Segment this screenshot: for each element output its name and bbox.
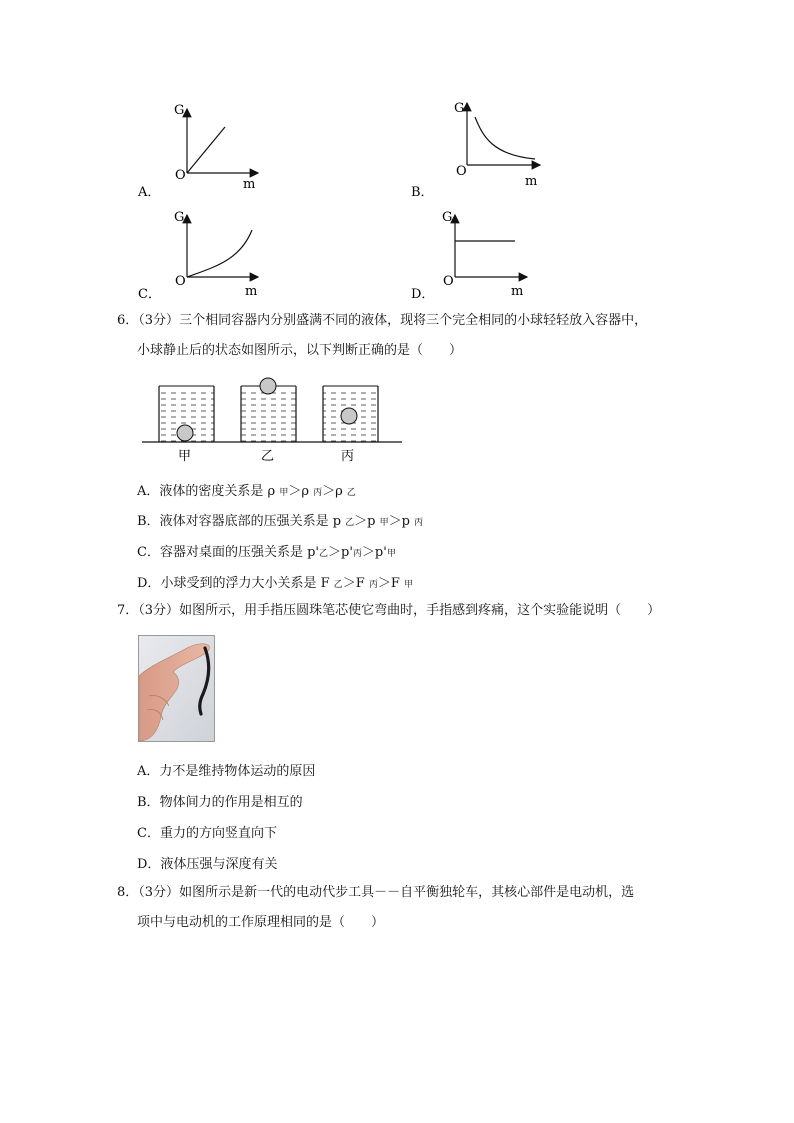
subscript: 甲 bbox=[279, 488, 289, 498]
x-axis-label: m bbox=[243, 177, 256, 192]
option-letter: C． bbox=[137, 545, 160, 560]
subscript: 乙 bbox=[345, 518, 355, 528]
option-letter: D． bbox=[137, 857, 161, 872]
option-text: 力不是维持物体运动的原因 bbox=[159, 764, 316, 779]
q6-option-c[interactable] bbox=[137, 541, 396, 560]
finger-pen-photo bbox=[139, 636, 214, 741]
y-axis-label: G bbox=[174, 103, 185, 118]
container-jia bbox=[159, 386, 214, 442]
q6-line1 bbox=[117, 306, 647, 336]
origin-label: O bbox=[175, 274, 186, 289]
q8-number: 8． bbox=[117, 885, 139, 900]
subscript: 丙 bbox=[414, 518, 424, 528]
option-letter: A． bbox=[138, 185, 161, 200]
graph-b bbox=[405, 95, 555, 200]
q6-option-a[interactable] bbox=[137, 480, 356, 499]
ball-jia bbox=[177, 425, 193, 441]
y-axis-label: G bbox=[454, 101, 465, 116]
option-letter: C． bbox=[137, 826, 160, 841]
q7-number: 7． bbox=[117, 603, 139, 618]
q6-score: （3分） bbox=[138, 313, 180, 328]
container-bing bbox=[323, 386, 378, 442]
graph-d-svg bbox=[405, 205, 555, 305]
option-letter: B． bbox=[137, 514, 160, 529]
curve-line bbox=[187, 127, 225, 173]
option-text: ＞p bbox=[354, 514, 380, 529]
q7-option-a[interactable] bbox=[137, 760, 315, 779]
q7-text: 如图所示，用手指压圆珠笔芯使它弯曲时，手指感到疼痛，这个实验能说明（ ） bbox=[179, 603, 661, 618]
option-letter: C． bbox=[138, 287, 161, 302]
subscript: 甲 bbox=[386, 549, 396, 559]
option-text: 液体压强与深度有关 bbox=[160, 857, 278, 872]
subscript: 甲 bbox=[379, 518, 389, 528]
container-yi bbox=[241, 378, 296, 442]
graph-c-svg bbox=[130, 205, 270, 305]
option-letter: A． bbox=[137, 484, 160, 499]
graph-c bbox=[130, 205, 270, 305]
option-text: ＞ρ bbox=[288, 484, 314, 499]
option-letter: B． bbox=[411, 185, 434, 200]
curve-line bbox=[187, 230, 252, 277]
x-axis-label: m bbox=[511, 284, 524, 299]
option-text: ＞p bbox=[388, 514, 415, 529]
q6-line2 bbox=[137, 336, 462, 366]
option-letter: B． bbox=[137, 795, 160, 810]
q7-option-b[interactable] bbox=[137, 791, 303, 810]
subscript: 乙 bbox=[318, 549, 328, 559]
label-bing: 丙 bbox=[341, 449, 355, 464]
option-text: 物体间力的作用是相互的 bbox=[159, 795, 303, 810]
ball-yi bbox=[260, 378, 276, 394]
q8-score: （3分） bbox=[138, 885, 180, 900]
q6-text-line1: 三个相同容器内分别盛满不同的液体，现将三个完全相同的小球轻轻放入容器中， bbox=[179, 313, 648, 328]
ball-bing bbox=[341, 408, 357, 424]
graph-a-svg bbox=[130, 95, 270, 200]
q6-option-d[interactable] bbox=[137, 572, 413, 591]
option-text: ＞F bbox=[377, 576, 405, 591]
subscript: 丙 bbox=[313, 488, 323, 498]
subscript: 甲 bbox=[404, 580, 414, 590]
subscript: 丙 bbox=[368, 580, 378, 590]
q8-text-line2: 项中与电动机的工作原理相同的是（ ） bbox=[137, 915, 385, 930]
containers-svg bbox=[140, 372, 410, 467]
option-text: 容器对桌面的压强关系是 p' bbox=[159, 545, 319, 560]
q8-line1 bbox=[117, 878, 634, 908]
q8-line2 bbox=[137, 908, 384, 938]
q7-photo bbox=[138, 635, 215, 742]
q7-option-c[interactable] bbox=[137, 822, 277, 841]
subscript: 丙 bbox=[352, 549, 362, 559]
label-yi: 乙 bbox=[261, 449, 275, 464]
graph-b-svg bbox=[405, 95, 555, 200]
origin-label: O bbox=[175, 168, 186, 183]
option-text: ＞F bbox=[342, 576, 369, 591]
option-text: 液体对容器底部的压强关系是 p bbox=[159, 514, 346, 529]
q7-line bbox=[117, 596, 660, 626]
q6-figure bbox=[140, 372, 410, 467]
x-axis-label: m bbox=[525, 174, 538, 189]
option-text: 重力的方向竖直向下 bbox=[159, 826, 277, 841]
y-axis-label: G bbox=[442, 210, 453, 225]
q6-text-line2: 小球静止后的状态如图所示，以下判断正确的是（ ） bbox=[137, 343, 463, 358]
option-letter: D． bbox=[137, 576, 161, 591]
option-text: 小球受到的浮力大小关系是 F bbox=[160, 576, 334, 591]
option-text: ＞ρ bbox=[322, 484, 347, 499]
q8-text-line1: 如图所示是新一代的电动代步工具－－自平衡独轮车，其核心部件是电动机，选 bbox=[179, 885, 635, 900]
subscript: 乙 bbox=[346, 488, 356, 498]
subscript: 乙 bbox=[333, 580, 343, 590]
label-jia: 甲 bbox=[178, 449, 192, 464]
curve-line bbox=[475, 117, 535, 159]
option-text: ＞p' bbox=[328, 545, 353, 560]
x-axis-label: m bbox=[245, 284, 258, 299]
option-letter: D． bbox=[411, 287, 435, 302]
q7-option-d[interactable] bbox=[137, 853, 277, 872]
y-axis-label: G bbox=[174, 210, 185, 225]
option-text: ＞p' bbox=[361, 545, 387, 560]
origin-label: O bbox=[443, 274, 454, 289]
graph-d bbox=[405, 205, 555, 305]
option-letter: A． bbox=[137, 764, 160, 779]
q6-option-b[interactable] bbox=[137, 510, 423, 529]
graph-a bbox=[130, 95, 270, 200]
origin-label: O bbox=[456, 164, 467, 179]
q6-number: 6． bbox=[117, 313, 139, 328]
q7-score: （3分） bbox=[138, 603, 180, 618]
option-text: 液体的密度关系是 ρ bbox=[159, 484, 280, 499]
